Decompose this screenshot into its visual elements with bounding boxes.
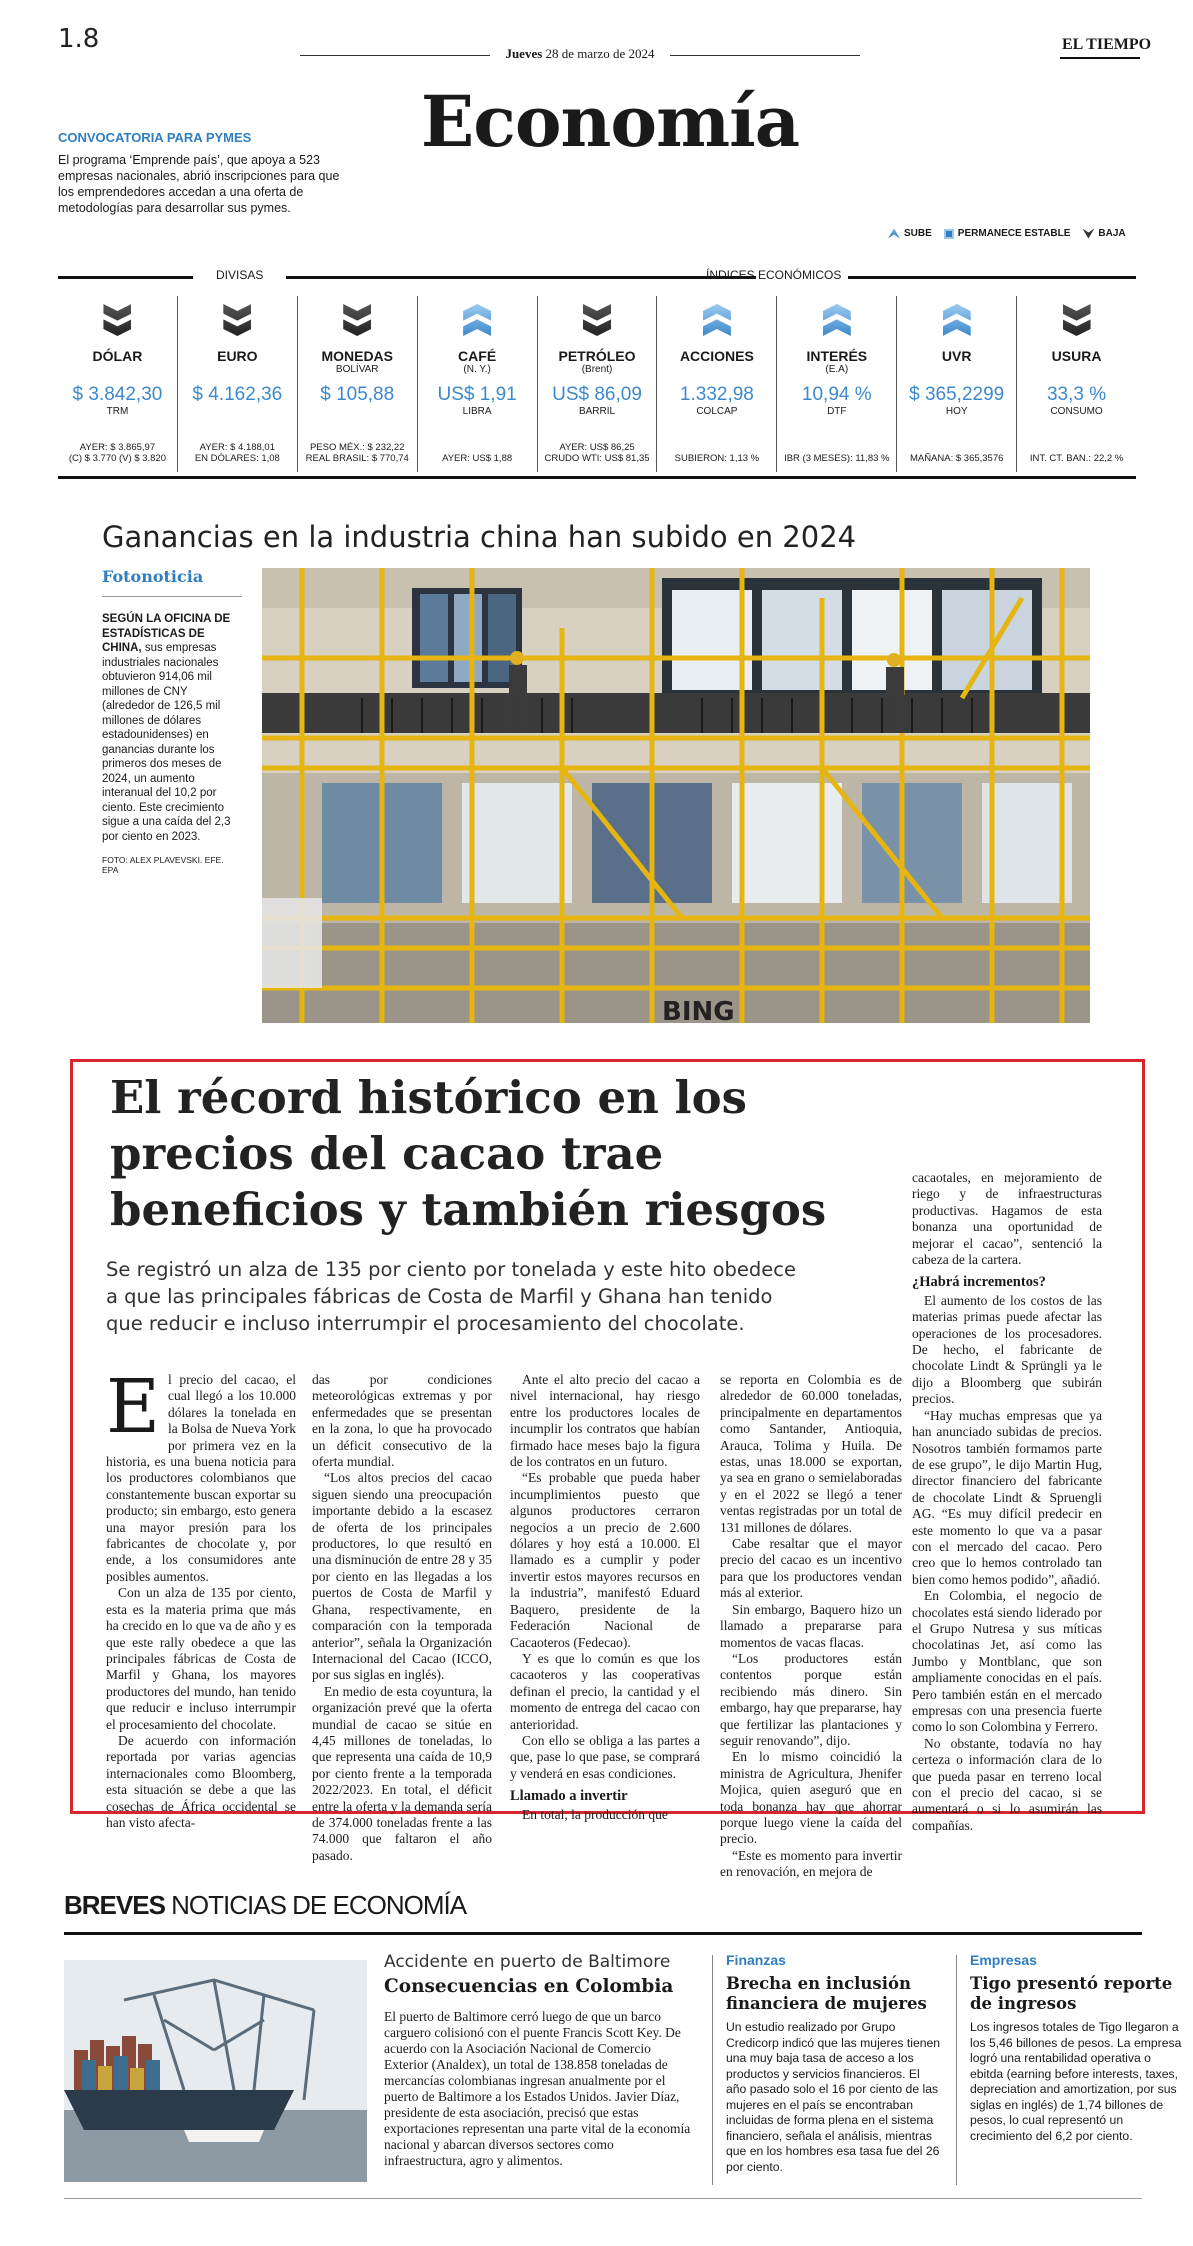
photo-caption — [102, 612, 242, 844]
article-column-4 — [720, 1372, 902, 1881]
promo-kicker: CONVOCATORIA PARA PYMES — [58, 130, 252, 145]
article-paragraph: “Hay muchas empresas que ya han anunciado subidas de precios. Nosotros también formamos parte de ese grupo”, le dijo Martin Hug, director financiero del fabricante de chocolate Lindt & Spruengli AG. “Es muy difícil predecir en este momento lo que va a pasar con el mercado del cacao. Pero creo que lo hemos controlado tan bien como hemos podido”, añadió. — [912, 1407, 1102, 1587]
breve-kicker: Empresas — [970, 1952, 1037, 1968]
up-arrow-icon — [823, 304, 851, 336]
article-paragraph: Con un alza de 135 por ciento, esta es la materia prima que más ha crecido en lo que va de año y es que este rally obedece a que las principales fábricas de Costa de Marfil y Ghana, los mayores productores del mundo, han tenido que reducir e incluso interrumpir el procesamiento del chocolate. — [106, 1585, 296, 1732]
legend-up: SUBE — [888, 228, 932, 239]
indicator-sub — [178, 364, 297, 376]
kicker-rule — [102, 596, 242, 597]
column-divider — [712, 1955, 713, 2185]
article-paragraph: cacaotales, en mejoramiento de riego y de infraestructuras productivas. Hagamos de esta bonanza una oportunidad de mejorar el cacao”, sentenció la cabeza de la cartera. — [912, 1170, 1102, 1268]
indicator-value: US$ 86,09 — [552, 384, 642, 405]
drop-cap: E — [106, 1364, 161, 1450]
trend-legend — [888, 228, 1126, 239]
indicator-2 — [298, 296, 418, 472]
dateline — [300, 46, 860, 62]
column-divider — [956, 1955, 957, 2185]
indicator-foot: IBR (3 MESES): 11,83 % — [784, 453, 890, 464]
article-paragraph: Sin embargo, Baquero hizo un llamado a prepararse para momentos de vacas flacas. — [720, 1601, 902, 1650]
article-paragraph: El precio del cacao, el cual llegó a los 10.000 dólares la tonelada en la Bolsa de Nueva York por primera vez en la historia, es una buena noticia para los productores colombianos que constantemente buscan exportar su producto; sin embargo, esto genera una mayor presión para los fabricantes de chocolate y, por ende, a los consumidores ante posibles aumentos. — [106, 1364, 296, 1584]
indicator-name: INTERÉS — [806, 348, 868, 364]
breve-item-finanzas — [726, 1952, 941, 2175]
indicator-7 — [897, 296, 1017, 472]
article-column-2 — [312, 1372, 492, 1864]
up-arrow-icon — [463, 304, 491, 336]
breve-lead-headline: Consecuencias en Colombia — [384, 1976, 674, 1997]
feature-headline: El récord histórico en los precios del cacao trae beneficios y también riesgos — [110, 1071, 827, 1236]
indicator-5 — [657, 296, 777, 472]
indicator-4 — [538, 296, 658, 472]
indicator-unit: HOY — [945, 406, 968, 417]
indicator-foot: AYER: US$ 1,88 — [442, 453, 513, 464]
indicator-foot: AYER: $ 4.188,01 EN DÓLARES: 1,08 — [194, 442, 280, 464]
down-arrow-icon — [1082, 229, 1094, 239]
indicator-foot: INT. CT. BAN.: 22,2 % — [1029, 453, 1124, 464]
indicator-foot: AYER: US$ 86,25 CRUDO WTI: US$ 81,35 — [544, 442, 650, 464]
indicator-sub — [897, 364, 1016, 376]
breve-text: Los ingresos totales de Tigo llegaron a los 5,46 billones de pesos. La empresa logró una rentabilidad operativa o ebitda (earning before interests, taxes, depreciation and amortization, por sus siglas en inglés) de 1,74 billones de pesos, lo cual representó un crecimiento del 6,2 por ciento. — [970, 2020, 1182, 2143]
down-arrow-icon — [343, 304, 371, 336]
article-subhead: ¿Habrá incrementos? — [912, 1274, 1046, 1291]
article-paragraph: das por condiciones meteorológicas extremas y por enfermedades que se presentan en la zona, lo que ha provocado un déficit consecutivo de la oferta mundial. — [312, 1372, 492, 1470]
indicators-bottom-rule — [58, 476, 1136, 479]
breves-section-title: BREVES NOTICIAS DE ECONOMÍA — [64, 1890, 467, 1920]
photo-news-title: Ganancias en la industria china han subido en 2024 — [102, 520, 857, 554]
photo-sign-text: BING — [662, 997, 735, 1023]
indicator-6 — [777, 296, 897, 472]
newspaper-logo: EL TIEMPO — [1062, 36, 1152, 53]
up-arrow-icon — [888, 229, 900, 239]
breve-lead-kicker: Accidente en puerto de Baltimore — [384, 1952, 671, 1972]
indicator-sub: (Brent) — [581, 364, 613, 375]
caption-lead: SEGÚN LA OFICINA DE ESTADÍSTICAS DE CHINA, — [102, 613, 231, 654]
indicator-unit: TRM — [106, 406, 129, 417]
article-paragraph: En lo mismo coincidió la ministra de Agricultura, Jhenifer Mojica, quien aseguró que en toda bonanza hay que ahorrar porque luego viene la caída del precio. — [720, 1749, 902, 1847]
indicator-value: US$ 1,91 — [437, 384, 517, 405]
breve-headline: Brecha en inclusión financiera de mujeres — [726, 1974, 927, 2013]
breve-headline: Tigo presentó reporte de ingresos — [970, 1974, 1173, 2013]
indicator-sub — [1017, 364, 1136, 376]
indicator-unit: DTF — [827, 406, 847, 417]
up-arrow-icon — [703, 304, 731, 336]
indicator-unit: COLCAP — [696, 406, 738, 417]
down-arrow-icon — [223, 304, 251, 336]
breve-item-empresas — [970, 1952, 1185, 2144]
article-paragraph: “Los altos precios del cacao siguen siendo una preocupación importante debido a la escasez de oferta de los principales productores, lo que resultó en una disminución de entre 28 y 35 por ciento en las llegadas a los puertos de Costa de Marfil y Ghana, respectivamente, en comparación con la temporada anterior”, señala la Organización Internacional del Cacao (ICCO, por sus siglas en inglés). — [312, 1470, 492, 1683]
legend-stable: PERMANECE ESTABLE — [944, 228, 1071, 239]
article-paragraph: En total, la producción que — [522, 1806, 668, 1822]
indicator-value: $ 3.842,30 — [72, 384, 163, 405]
indicators-bar — [58, 296, 1136, 472]
indicator-sub — [58, 364, 177, 376]
photo-news-kicker: Fotonoticia — [102, 567, 204, 586]
divisas-label: DIVISAS — [216, 268, 264, 282]
section-title: Economía — [420, 80, 800, 163]
indicator-foot: MAÑANA: $ 365,3576 — [909, 453, 1004, 464]
indicator-value: $ 105,88 — [320, 384, 395, 405]
indicator-unit: LIBRA — [462, 406, 492, 417]
indicator-name: CAFÉ — [458, 348, 497, 364]
article-paragraph: “Los productores están contentos porque están recibiendo más dinero. Sin embargo, hay que prepararse, hay que fertilizar las plantaciones y seguir renovando”, dijo. — [720, 1650, 902, 1748]
indicator-sub: (E.A) — [825, 364, 849, 375]
construction-photo — [262, 568, 1090, 1023]
indicator-1 — [178, 296, 298, 472]
article-paragraph: El aumento de los costos de las materias primas puede afectar las operaciones de los procesadores. De hecho, el fabricante de chocolate Lindt & Sprüngli ya le dijo a Bloomberg que subirán precios. — [912, 1292, 1102, 1407]
indicator-sub: (N. Y.) — [463, 364, 491, 375]
indicator-name: MONEDAS — [321, 348, 393, 364]
indices-label: ÍNDICES ECONÓMICOS — [706, 268, 842, 282]
footer-rule — [64, 2198, 1142, 2199]
indicator-name: DÓLAR — [92, 348, 143, 364]
down-arrow-icon — [103, 304, 131, 336]
indicator-value: $ 4.162,36 — [192, 384, 283, 405]
article-paragraph: se reporta en Colombia es de alrededor de 60.000 toneladas, principalmente en departamentos como Santander, Antioquia, Arauca, Tolima y Huila. De estas, unas 18.000 se exportan, ya sea en grano o semielaboradas y en el 2022 se llegó a tener ventas registradas por un total de 131 millones de dólares. — [720, 1372, 902, 1535]
indicator-8 — [1017, 296, 1136, 472]
indicator-name: PETRÓLEO — [558, 348, 636, 364]
down-arrow-icon — [583, 304, 611, 336]
breve-lead-text: El puerto de Baltimore cerró luego de que un barco carguero colisionó con el puente Francis Scott Key. De acuerdo con la Asociación Nacional de Comercio Exterior (Analdex), un total de 138.858 toneladas de mercancías colombianas ingresan anualmente por el puerto de Baltimore a los Estados Unidos. Javier Díaz, presidente de esta asociación, precisó que estas exportaciones representan una parte vital de la economía nacional y abarcan diversos sectores como infraestructura, agro y alimentos. — [384, 2009, 691, 2168]
article-paragraph: Ante el alto precio del cacao a nivel internacional, hay riesgo entre los productores locales de incumplir los contratos que habían firmado hace meses bajo la figura de los contratos en un futuro. — [510, 1372, 700, 1470]
article-paragraph: En medio de esta coyuntura, la organización prevé que la oferta mundial de cacao se sitúe en 4,45 millones de toneladas, lo que representa una caída de 10,9 por ciento frente a la temporada 2022/2023. En total, el déficit entre la oferta y la demanda sería de 374.000 toneladas frente a las 74.000 que faltaron el año pasado. — [312, 1683, 492, 1863]
indicator-foot: SUBIERON: 1,13 % — [674, 453, 760, 464]
breve-kicker: Finanzas — [726, 1952, 786, 1968]
article-paragraph: En Colombia, el negocio de chocolates está siendo liderado por el Grupo Nutresa y sus míticas chocolatinas Jet, así como las Jumbo y Montblanc, que son ampliamente conocidas en el país. Pero también están en el mercado empresas con una presencia fuerte como lo son Colombina y Ferrero. — [912, 1588, 1102, 1735]
indicator-name: USURA — [1051, 348, 1102, 364]
ship-illustration — [64, 1960, 367, 2182]
page-number: 1.8 — [58, 24, 100, 54]
feature-dek: Se registró un alza de 135 por ciento por tonelada y este hito obedece a que las principales fábricas de Costa de Marfil y Ghana han tenido que reducir e incluso interrumpir el procesamiento del chocolate. — [106, 1258, 796, 1335]
article-subhead: Llamado a invertir — [510, 1788, 628, 1805]
article-paragraph: De acuerdo con información reportada por varias agencias internacionales como Bloomberg, esta situación se debe a que las cosechas de África occidental se han visto afecta- — [106, 1732, 296, 1830]
caption-body: sus empresas industriales nacionales obtuvieron 914,06 mil millones de CNY (alrededor de 126,5 mil millones de dólares estadounidenses) en ganancias durante los primeros dos meses de 2024, un aumento interanual del 10,2 por ciento. Este crecimiento sigue a una caída del 2,3 por ciento en 2023. — [102, 642, 231, 843]
indicator-foot: PESO MÉX.: $ 232,22 REAL BRASIL: $ 770,74 — [305, 442, 409, 464]
indicator-value: $ 365,2299 — [909, 384, 1005, 405]
up-arrow-icon — [943, 304, 971, 336]
legend-down: BAJA — [1082, 228, 1125, 239]
indicator-name: ACCIONES — [679, 348, 754, 364]
breve-text: Un estudio realizado por Grupo Credicorp indicó que las mujeres tienen una muy baja tasa de acceso a los productos y servicios financieros. El año pasado solo el 16 por ciento de las mujeres en el país se encontraban incluidas de forma plena en el sistema financiero, señala el análisis, mientras que en los hombres esa tasa fue del 26 por ciento. — [726, 2020, 941, 2174]
indicator-name: UVR — [941, 348, 972, 364]
article-paragraph: No obstante, todavía no hay certeza o información clara de lo que pueda pasar en terreno local con el precio del cacao, si se aumentará o si lo asumirán las compañías. — [912, 1735, 1102, 1833]
baltimore-ship-photo — [64, 1960, 367, 2182]
breves-rule — [64, 1932, 1142, 1935]
indicator-unit: BARRIL — [578, 406, 616, 417]
indicator-value: 1.332,98 — [679, 384, 754, 405]
promo-text: El programa ‘Emprende país’, que apoya a 523 empresas nacionales, abrió inscripciones para que los emprendedores accedan a una oferta de metodologías para desarrollar sus pymes. — [58, 153, 340, 215]
indicator-foot: AYER: $ 3.865,97 (C) $ 3.770 (V) $ 3.820 — [68, 442, 167, 464]
stable-square-icon — [944, 229, 954, 239]
date-day: Jueves — [505, 46, 543, 61]
indicator-sub: BOLÍVAR — [335, 364, 379, 375]
indicators-header — [58, 268, 1136, 284]
logo-underline — [1060, 57, 1140, 59]
article-paragraph: Con ello se obliga a las partes a que, pase lo que pase, se comprará y venderá en esas condiciones. — [510, 1732, 700, 1781]
article-paragraph: “Es probable que pueda haber incumplimientos puesto que algunos productores cerraron negocios a un precio de 2.600 dólares y hoy está a 10.000. El llamado es a cumplir y poder invertir estos mayores recursos en la industria”, manifestó Eduard Baquero, presidente de la Federación Nacional de Cacaoteros (Fedecao). — [510, 1470, 700, 1650]
indicator-sub — [657, 364, 776, 376]
indicator-unit: CONSUMO — [1050, 406, 1103, 417]
indicator-0 — [58, 296, 178, 472]
indicator-3 — [418, 296, 538, 472]
scaffolding-illustration — [262, 568, 1090, 1023]
down-arrow-icon — [1063, 304, 1091, 336]
date-rest: 28 de marzo de 2024 — [545, 46, 655, 61]
article-paragraph: Y es que lo común es que los cacaoteros y las cooperativas definan el precio, la cantidad y el momento de entrega del cacao con anterioridad. — [510, 1650, 700, 1732]
article-paragraph: Cabe resaltar que el mayor precio del cacao es un incentivo para que los productores vendan más al exterior. — [720, 1536, 902, 1601]
article-column-1 — [106, 1364, 296, 1831]
indicator-name: EURO — [217, 348, 258, 364]
photo-credit: FOTO: ALEX PLAVEVSKI. EFE. EPA — [102, 855, 224, 875]
article-paragraph: “Este es momento para invertir en renovación, en mejora de — [720, 1847, 902, 1880]
indicator-value: 10,94 % — [801, 384, 872, 405]
indicator-value: 33,3 % — [1046, 384, 1107, 405]
article-column-5 — [912, 1170, 1102, 1834]
article-column-3 — [510, 1372, 700, 1823]
